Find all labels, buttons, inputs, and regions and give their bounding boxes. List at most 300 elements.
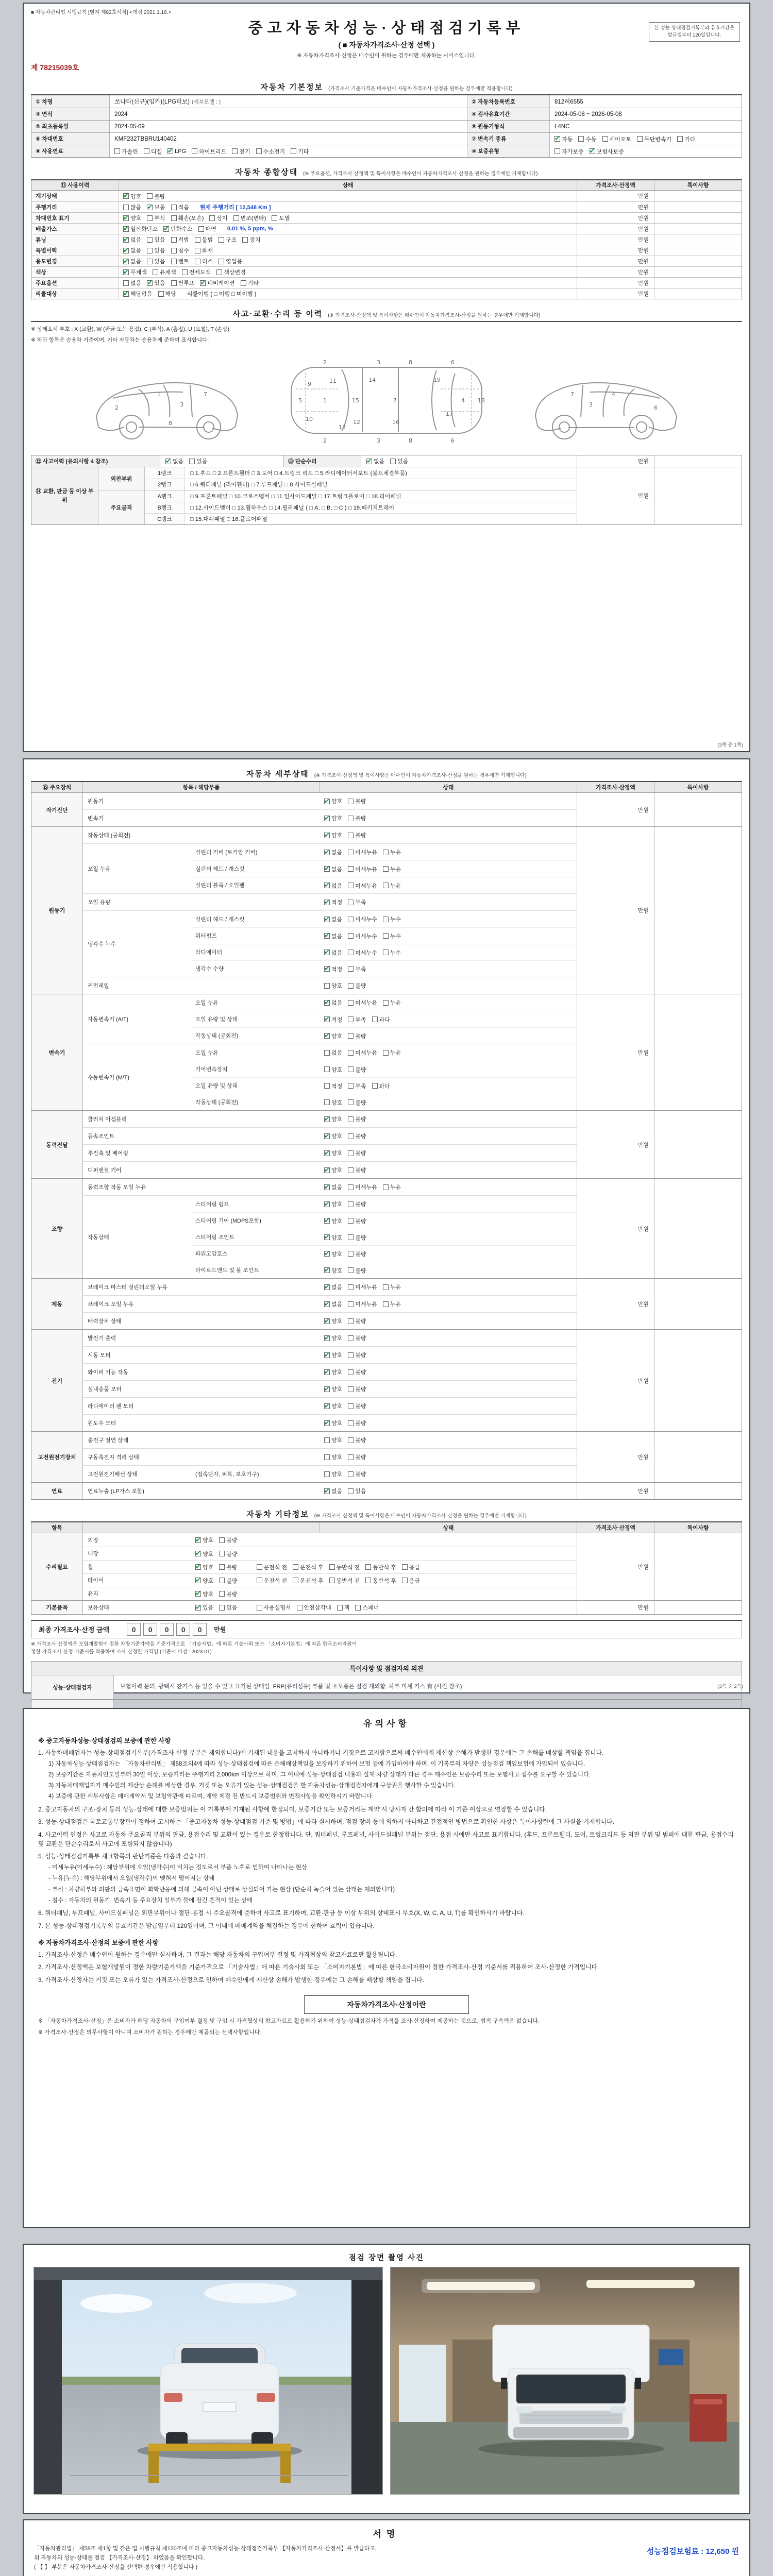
checkbox-icon	[219, 1605, 225, 1611]
checkbox-option: 많음	[123, 203, 141, 211]
document-number: 제 78215039호	[31, 63, 79, 72]
checkbox-icon	[171, 280, 177, 286]
checkbox-icon	[372, 1016, 378, 1022]
checkbox-icon	[165, 459, 171, 464]
opinion-author: 성능·상태점검자	[31, 1675, 114, 1699]
sub-row	[191, 1077, 577, 1094]
notice-paragraph: 1. 가격조사·산정은 매수인이 원하는 경우에만 실시하며, 그 결과는 해당 자동차의 구입여부 결정 및 가격협상의 참고자료로만 활용됩니다.	[38, 1951, 397, 1958]
device-section	[83, 1330, 577, 1346]
notice-paragraph: 1. 자동차매매업자는 성능·상태점검기록부(가격조사·산정 부분은 제외합니다)에 기재된 내용을 고지하지 아니하거나 거짓으로 고지함으로써 매수인에게 재산상 손해가 발생한 경우에는 그 손해를 배상할 책임을 집니다.	[38, 1749, 604, 1756]
rank-items: □ 1.후드 □ 2.프론트휀더 □ 3.도어 □ 4.트렁크 리드 □ 5.라디에이터서포트 (볼트체결부품)	[190, 470, 408, 477]
section-item-label: 원동기	[88, 798, 104, 805]
device-section	[83, 809, 577, 826]
accident-options	[160, 455, 284, 467]
sub-row	[191, 1279, 577, 1295]
checkbox-icon	[192, 148, 197, 154]
checkbox-option: 있음	[189, 457, 207, 465]
device-group	[31, 994, 742, 1110]
sub-options	[320, 1367, 577, 1377]
checkbox-icon	[272, 215, 277, 221]
note-cell	[654, 994, 742, 1110]
checkbox-icon	[324, 983, 330, 989]
price-cell: 만원	[577, 1179, 654, 1278]
checkbox-icon	[348, 1016, 354, 1022]
repair-options	[361, 455, 577, 467]
row-label: 주행거리	[31, 202, 119, 212]
other-group	[31, 1600, 742, 1614]
sub-label	[191, 1286, 320, 1288]
sub-options	[320, 1047, 577, 1058]
sub-label	[191, 1303, 320, 1305]
checkbox-icon	[329, 1564, 335, 1570]
checkbox-option: ✔ 무채색	[123, 268, 147, 276]
checkbox-option: 하이브리드	[192, 147, 226, 156]
checkbox-option: 불량	[219, 1577, 237, 1585]
notice-paragraph: - 부식 : 차량하부와 외판의 금속표면이 화학반응에 의해 금속이 아닌 상태로 상실되어 가는 현상 (단순히 녹슬어 있는 상태는 제외합니다)	[48, 1886, 395, 1893]
sub-label: 타이로드엔드 및 볼 조인트	[195, 1267, 259, 1274]
sub-row	[191, 1347, 577, 1363]
checkbox-icon	[590, 148, 595, 154]
checkbox-icon	[195, 1564, 201, 1570]
checkbox-icon	[348, 799, 354, 804]
sub-label: (접속단자, 피복, 보호기구)	[195, 1471, 259, 1478]
checkbox-icon	[324, 1369, 330, 1375]
checkbox-icon	[232, 148, 238, 154]
checkbox-option: 양호	[324, 981, 342, 990]
sub-row	[191, 1483, 577, 1499]
svg-text:11: 11	[329, 378, 337, 384]
checkbox-option: 불량	[348, 1385, 366, 1393]
section-item-label: 발전기 출력	[88, 1335, 116, 1342]
checkbox-option: 불량	[348, 1166, 366, 1174]
page-title: 중고자동차성능·상태점검기록부	[248, 20, 525, 37]
svg-text:6: 6	[451, 359, 455, 366]
rank-row	[145, 502, 577, 513]
device-section	[83, 910, 577, 977]
checkbox-icon	[195, 1551, 201, 1556]
section-item-label: 클러치 어셈블리	[88, 1116, 127, 1123]
rank-label: 2랭크	[145, 479, 185, 490]
note-cell	[654, 1330, 742, 1431]
checkbox-icon	[195, 1537, 201, 1543]
row-label: 리콜대상	[31, 289, 119, 299]
device-section	[83, 1111, 577, 1127]
checkbox-option: 응급	[402, 1563, 420, 1571]
checkbox-option: 누유	[383, 865, 401, 873]
rank-items: □ 12.사이드멤버 □ 13.휠하우스 □ 14.필러패널 ( □ A, □ B, □ C ) □ 19.패키지트레이	[190, 505, 395, 511]
price-cell: 만원	[577, 793, 654, 826]
checkbox-icon	[293, 1564, 298, 1570]
section-item-label: 오일 유량	[88, 899, 111, 906]
rank-items: □ 6.쿼터패널 (리어휀더) □ 7.루프패널 □ 8.사이드실패널	[190, 482, 328, 488]
checkbox-option: ✔ 있음	[195, 1603, 213, 1612]
checkbox-option: ✔ 적정	[324, 965, 342, 973]
checkbox-icon	[578, 136, 584, 142]
checkbox-icon	[147, 259, 153, 264]
rank-items: □ 9.프론트패널 □ 10.크로스멤버 □ 11.인사이드패널 □ 17.트렁크플로어 □ 18.리어패널	[190, 493, 401, 500]
signature-statement: 「자동차관리법」 제58조 제1항 및 같은 법 시행규칙 제120조에 따라 중고자동차성능·상태점검기록부 【자동차가격조사·산정서】를 발급하고, 위 자동차의 성능·상태를 점검 【가격조사·산정】 하였음을 확인합니다. ( 【 】 부분은 자동차가격조사·산정을 선택한 경우에만 적용합니다 )	[34, 2546, 377, 2570]
checkbox-icon	[324, 1386, 330, 1392]
device-section	[83, 1044, 577, 1110]
device-section	[83, 1380, 577, 1397]
sub-row	[191, 1415, 577, 1431]
row-label: 배출가스	[31, 224, 119, 234]
row-state	[191, 1602, 577, 1613]
sub-label: 작동상태 (공회전)	[195, 1099, 239, 1106]
rank-items: □ 15.대쉬패널 □ 16.플로어패널	[190, 516, 267, 522]
checkbox-icon	[348, 1167, 354, 1173]
checkbox-icon	[324, 850, 330, 855]
section-item-label: 라디에이터 팬 모터	[88, 1403, 134, 1410]
svg-text:2: 2	[323, 359, 327, 366]
price-survey-info-title: 자동차가격조사·산정이란	[304, 1995, 469, 2014]
checkbox-option: 동반석 후	[365, 1563, 396, 1571]
price-digit-box: 0	[193, 1623, 207, 1636]
validity-line: 본 성능·상태점검기록부의 유효기간은	[654, 25, 734, 31]
field-label: ⑤ 최초등록일	[31, 121, 110, 132]
sub-options	[320, 1486, 577, 1496]
field-label: ⑧ 사용연료	[31, 145, 110, 157]
svg-text:4: 4	[612, 391, 615, 398]
checkbox-icon	[348, 1488, 354, 1494]
checkbox-option: 운전석 후	[293, 1577, 324, 1585]
checkbox-icon	[355, 1605, 361, 1611]
note-cell	[654, 1601, 742, 1614]
sub-row	[191, 1381, 577, 1397]
section-item-label: 추진축 및 베어링	[88, 1150, 129, 1157]
checkbox-option: 불량	[348, 1032, 366, 1040]
checkbox-icon	[167, 148, 173, 154]
notice-title: 유의사항	[363, 1719, 410, 1728]
sub-row	[191, 994, 577, 1011]
row-label: 휠	[88, 1564, 93, 1570]
validity-line: 발급일부터 120일입니다.	[667, 32, 721, 38]
checkbox-icon	[348, 1150, 354, 1156]
extra-value: 0.01 %, 5 ppm, %	[227, 226, 273, 232]
notice-paragraph: 2. 중고자동차의 구조·장치 등의 성능·상태에 대한 보증범위는 이 기록부에 기재된 사항에 한정되며, 보증기간 또는 보증거리는 계약 시 당사자 간 합의에 따라 이 기준 이상으로 연장할 수 있습니다.	[38, 1805, 547, 1813]
validity-note-box	[649, 22, 740, 42]
sub-row	[191, 860, 577, 877]
note-cell	[654, 278, 742, 288]
checkbox-option: 있음	[348, 1487, 366, 1495]
sub-options	[320, 1081, 577, 1091]
checkbox-icon	[348, 1083, 354, 1089]
device-group	[31, 1329, 742, 1431]
notice-paragraph: 7. 본 성능·상태점검기록부의 유효기간은 발급일부터 120일이며, 그 이내에 매매계약을 체결하는 경우에 한하여 효력이 있습니다.	[38, 1922, 375, 1929]
table-row	[83, 1547, 577, 1560]
checkbox-icon	[348, 850, 354, 855]
notice-paragraph: - 누유(누수) : 해당부위에서 오일(냉각수)이 맺혀서 떨어지는 상태	[48, 1875, 215, 1882]
car-rear-right-diagram	[521, 349, 691, 452]
field-label: ⑩ 보증유형	[467, 145, 550, 157]
price-cell: 만원	[577, 455, 654, 467]
checkbox-option: ✔ 양호	[195, 1536, 213, 1544]
rank-label: A랭크	[145, 490, 185, 502]
checkbox-option: 불량	[348, 814, 366, 822]
checkbox-option: 미세누유	[348, 1183, 377, 1191]
checkbox-option: 미세누유	[348, 1300, 377, 1308]
price-cell: 만원	[577, 191, 654, 201]
svg-text:1: 1	[323, 397, 327, 404]
sub-options	[320, 830, 577, 840]
svg-text:3: 3	[589, 401, 593, 408]
sub-options	[320, 897, 577, 907]
checkbox-icon	[348, 1201, 354, 1207]
row-state	[119, 245, 577, 256]
checkbox-icon	[123, 226, 129, 232]
device-section	[83, 1127, 577, 1144]
table-header: ⑮ 주요장치 항목 / 해당부품 상태 가격조사·산정액 특이사항	[31, 782, 742, 793]
checkbox-icon	[348, 966, 354, 972]
row-label: 유리	[88, 1591, 98, 1597]
device-group-name: 동력전달	[31, 1111, 83, 1178]
price-cell: 만원	[577, 202, 654, 212]
sub-row	[191, 1432, 577, 1448]
sub-options	[320, 1114, 577, 1124]
status-code-legend: ※ 상태표시 부호 : X (교환), W (판금 또는 용접), C (부식), A (흠집), U (요철), T (손상)	[31, 326, 229, 332]
checkbox-option: ✔ 일산화탄소	[123, 225, 158, 233]
device-section	[83, 1483, 577, 1499]
device-group	[31, 1110, 742, 1178]
sub-label	[191, 1186, 320, 1188]
checkbox-icon	[348, 1116, 354, 1122]
checkbox-icon	[195, 248, 200, 253]
checkbox-option: ✔ 양호	[324, 797, 342, 805]
device-section	[83, 1363, 577, 1380]
checkbox-option: 있음	[147, 257, 165, 265]
price-cell: 만원	[577, 1330, 654, 1431]
device-section	[83, 1295, 577, 1312]
section-item-label: 실내송풍 모터	[88, 1386, 122, 1393]
sub-row	[191, 1044, 577, 1061]
checkbox-option: ✔ 양호	[195, 1590, 213, 1598]
checkbox-option: 누수	[383, 932, 401, 940]
checkbox-option: ✔ 양호	[324, 1032, 342, 1040]
checkbox-option: ✔ 없음	[324, 848, 342, 856]
checkbox-option: ✔ 양호	[324, 1351, 342, 1359]
note-cell	[654, 1483, 742, 1499]
fuel-options	[110, 145, 467, 157]
sub-row	[191, 793, 577, 809]
section-notice	[23, 1708, 750, 2228]
section-item-label: 윈도우 모터	[88, 1420, 116, 1427]
checkbox-icon	[348, 1251, 354, 1257]
checkbox-option: 불량	[348, 1098, 366, 1107]
checkbox-icon	[144, 148, 149, 154]
checkbox-option: 렌트	[171, 257, 189, 265]
checkbox-icon	[348, 983, 354, 989]
section-item-label: 구동축전지 격리 상태	[88, 1454, 139, 1461]
checkbox-option: 잭	[337, 1603, 350, 1612]
sub-label: 오일 누유	[195, 999, 219, 1006]
section-item-label: 냉각수 누수	[88, 941, 116, 947]
row-state	[191, 1562, 577, 1572]
note-cell	[654, 1432, 742, 1482]
checkbox-option: 자가보증	[554, 147, 584, 156]
sub-row	[191, 911, 577, 927]
checkbox-option: ✔ 없음	[324, 1300, 342, 1308]
price-cell: 만원	[577, 267, 654, 277]
final-price-label: 최종 가격조사·산정 금액	[39, 1626, 110, 1634]
checkbox-option: 운전석 전	[257, 1577, 288, 1585]
checkbox-icon	[200, 280, 206, 286]
checkbox-icon	[324, 1403, 330, 1409]
panel-group-name: 주요골격	[98, 490, 145, 524]
checkbox-option: 불량	[348, 981, 366, 990]
checkbox-icon	[637, 136, 643, 142]
row-state	[119, 256, 577, 266]
checkbox-option: 양호	[324, 1065, 342, 1074]
checkbox-option: 불량	[348, 1233, 366, 1242]
svg-text:2: 2	[323, 437, 327, 444]
sub-label	[191, 1320, 320, 1322]
row-label: 보유상태	[88, 1604, 109, 1611]
table-row	[31, 277, 742, 288]
svg-text:3: 3	[180, 401, 183, 408]
device-section	[83, 1465, 577, 1482]
row-state	[191, 1589, 577, 1599]
section-item-label: 자동변속기 (A/T)	[88, 1016, 129, 1023]
svg-text:13: 13	[339, 424, 346, 431]
device-section	[83, 1161, 577, 1178]
checkbox-icon	[324, 900, 330, 905]
checkbox-option: 전체도색	[182, 268, 211, 276]
sub-row	[191, 977, 577, 994]
sub-options	[320, 864, 577, 874]
svg-text:5: 5	[298, 397, 302, 404]
checkbox-option: ✔ 적정	[324, 898, 342, 906]
checkbox-option: 불량	[348, 1132, 366, 1140]
checkbox-icon	[383, 1284, 389, 1290]
final-price-row	[31, 1620, 742, 1638]
form-reference: ■ 자동차관리법 시행규칙 [별지 제82호서식] <개정 2021.1.16.>	[31, 10, 172, 15]
checkbox-option: 불량	[348, 1149, 366, 1157]
checkbox-option: 상이	[209, 214, 227, 222]
extra-value: 현재 주행거리 [ 12,548 Km ]	[199, 205, 271, 211]
checkbox-icon	[257, 1578, 262, 1583]
checkbox-icon	[383, 917, 389, 922]
price-cell: 만원	[577, 213, 654, 223]
device-section	[83, 1312, 577, 1329]
checkbox-icon	[348, 1471, 354, 1477]
checkbox-icon	[348, 833, 354, 838]
row-state	[119, 267, 577, 277]
device-group	[31, 1178, 742, 1278]
checkbox-icon	[348, 950, 354, 955]
accident-repair-table	[31, 455, 742, 525]
table-row	[31, 191, 742, 201]
sub-row	[191, 1061, 577, 1077]
checkbox-option: ✔ 양호	[324, 1334, 342, 1342]
checkbox-option: 불량	[348, 1351, 366, 1359]
checkbox-icon	[383, 883, 389, 888]
sub-label: 파워고압호스	[195, 1251, 228, 1257]
checkbox-option: 미세누유	[348, 882, 377, 890]
price-cell: 만원	[577, 256, 654, 266]
row-label: 내장	[88, 1551, 98, 1557]
checkbox-icon	[383, 1184, 389, 1190]
sub-row	[191, 1398, 577, 1414]
checkbox-option: 사용설명서	[257, 1603, 291, 1612]
checkbox-icon	[324, 866, 330, 872]
rank-row	[145, 467, 577, 479]
checkbox-option: 디젤	[144, 147, 162, 156]
checkbox-icon	[195, 1605, 201, 1611]
row-state	[191, 1575, 577, 1586]
checkbox-icon	[348, 933, 354, 939]
sub-options	[320, 1232, 577, 1243]
checkbox-option: ✔ 양호	[324, 1149, 342, 1157]
notice-paragraph: - 침수 : 자동차의 원동기, 변속기 등 주요장치 일부가 물에 잠긴 흔적이 있는 상태	[48, 1897, 253, 1904]
checkbox-icon	[383, 1301, 389, 1307]
section-item-label: 오일 누유	[88, 866, 111, 872]
sub-row	[191, 1196, 577, 1212]
checkbox-icon	[383, 950, 389, 955]
device-section	[83, 977, 577, 994]
sub-options	[320, 1216, 577, 1226]
section-item-label: 변속기	[88, 815, 104, 822]
checkbox-icon	[324, 1150, 330, 1156]
checkbox-icon	[324, 883, 330, 888]
checkbox-icon	[348, 1386, 354, 1392]
svg-text:7: 7	[570, 391, 574, 398]
sub-label	[191, 1152, 320, 1154]
checkbox-option: 스패너	[355, 1603, 379, 1612]
checkbox-option: ✔ 없음	[324, 865, 342, 873]
checkbox-option: 부족	[348, 1082, 366, 1090]
checkbox-icon	[365, 1578, 371, 1583]
checkbox-icon	[233, 215, 239, 221]
sub-label	[191, 800, 320, 802]
sub-row	[191, 1296, 577, 1312]
device-group	[31, 1278, 742, 1329]
checkbox-icon	[348, 1218, 354, 1224]
note-cell	[654, 1179, 742, 1278]
checkbox-option: ✔ 없음	[324, 1283, 342, 1291]
exchange-label: ⑭ 교환, 판금 등 이상 부위	[31, 467, 98, 524]
checkbox-icon	[182, 269, 188, 275]
table-row	[31, 201, 742, 212]
checkbox-option: ✔ 있음	[147, 279, 165, 287]
price-cell: 만원	[577, 1533, 654, 1600]
exchange-panel-row	[31, 467, 742, 524]
checkbox-icon	[324, 1267, 330, 1273]
checkbox-option: 썬루프	[171, 279, 195, 287]
row-label: 외장	[88, 1537, 98, 1544]
svg-text:7: 7	[204, 391, 207, 398]
checkbox-icon	[337, 1605, 343, 1611]
checkbox-icon	[348, 1437, 354, 1443]
checkbox-icon	[348, 1284, 354, 1290]
device-section	[83, 1414, 577, 1431]
vin-value: KMF232TBBRU140402	[110, 133, 467, 145]
sub-options	[320, 1282, 577, 1292]
device-section	[83, 1195, 577, 1278]
checkbox-icon	[147, 205, 153, 210]
checkbox-icon	[242, 237, 248, 243]
checkbox-option: 양호	[324, 1436, 342, 1444]
svg-text:8: 8	[409, 359, 412, 366]
page-indicator: (3쪽 중 2쪽)	[717, 1684, 743, 1689]
price-cell: 만원	[577, 467, 654, 524]
checkbox-icon	[402, 1564, 408, 1570]
checkbox-option: ✔ 양호	[123, 192, 141, 200]
car-name-value: 쏘나타(신규)(임카)(LPG터보) (세부모델 : )	[110, 95, 467, 108]
device-section	[83, 893, 577, 910]
rank-label: 1랭크	[145, 467, 185, 479]
checkbox-icon	[383, 933, 389, 939]
checkbox-option: ✔ 양호	[324, 1132, 342, 1140]
